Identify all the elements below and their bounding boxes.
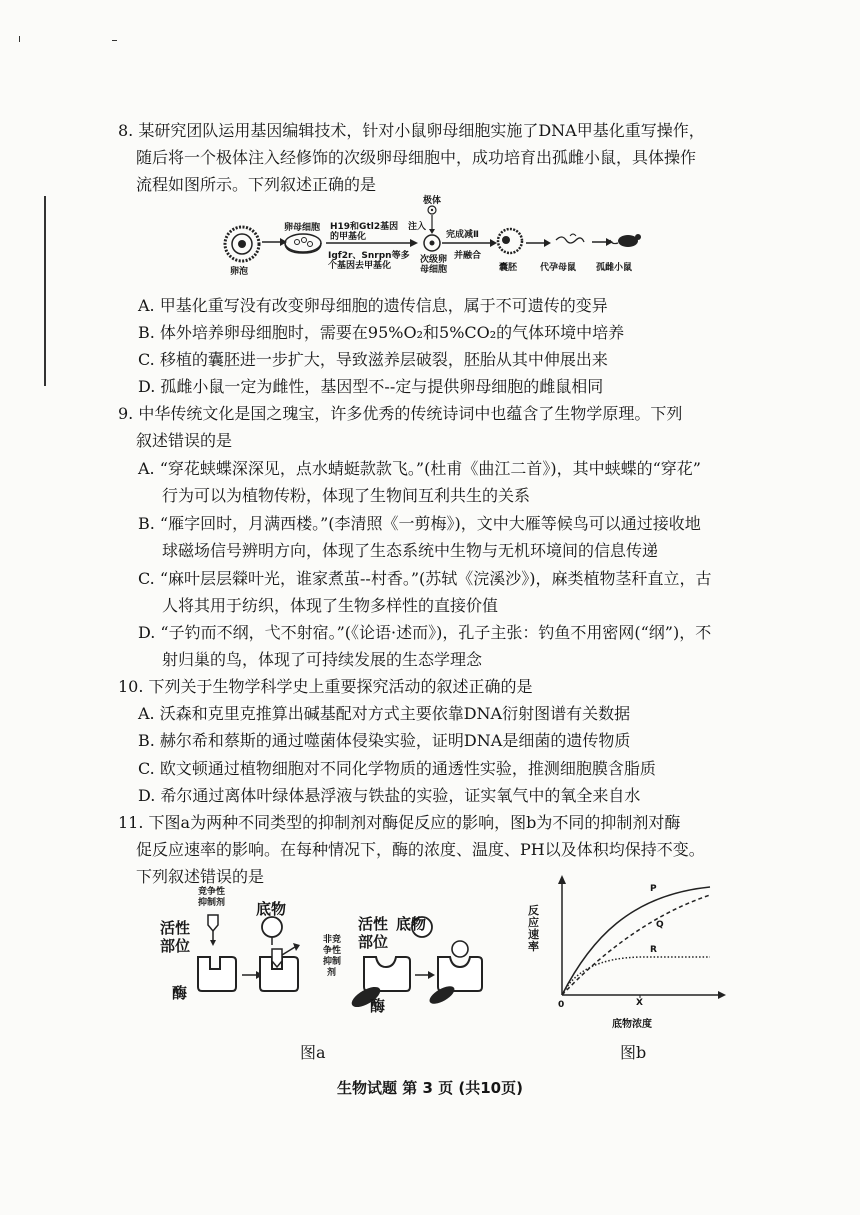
ylabel-3: 速: [528, 928, 539, 941]
curve-q-label: Q: [656, 920, 664, 930]
q9-option-d-cont: 射归巢的鸟，体现了可持续发展的生态学理念: [162, 650, 483, 669]
x-mark-label: X: [636, 998, 643, 1008]
enzyme-2-label: 酶: [370, 997, 386, 1015]
origin-label: 0: [558, 1000, 565, 1010]
q11-line-2: 促反应速率的影响。在每种情况下，酶的浓度、温度、PH以及体积均保持不变。: [136, 840, 705, 859]
q8-line-2: 随后将一个极体注入经修饰的次级卵母细胞中，成功培育出孤雌小鼠，具体操作: [136, 148, 697, 167]
q9-option-c-cont: 人将其用于纺织，体现了生物多样性的直接价值: [162, 596, 499, 615]
scan-mark: [19, 36, 20, 42]
mouse-label: 孤雌小鼠: [596, 263, 633, 273]
q9-option-a-cont: 行为可以为植物传粉，体现了生物间互利共生的关系: [162, 486, 531, 505]
q9-line-2: 叙述错误的是: [136, 431, 233, 450]
competitive-inhibitor-label-2: 抑制剂: [198, 898, 226, 908]
inject-label: 注入: [408, 222, 427, 232]
q8-line-3: 流程如图所示。下列叙述正确的是: [136, 175, 377, 194]
q11-line-3: 下列叙述错误的是: [136, 867, 265, 886]
curve-p-label: P: [650, 884, 657, 894]
scan-mark: [112, 40, 117, 41]
q10-option-a: A. 沃森和克里克推算出碱基配对方式主要依靠DNA衍射图谱有关数据: [138, 704, 631, 723]
active-site-2-label-2: 部位: [358, 933, 389, 951]
q10-option-b: B. 赫尔希和蔡斯的通过噬菌体侵染实验，证明DNA是细菌的遗传物质: [138, 731, 631, 750]
complete-meiosis-label: 完成减Ⅱ: [446, 230, 479, 240]
demethylation-label-2: 个基因去甲基化: [328, 261, 392, 271]
blastocyst-label: 囊胚: [499, 263, 518, 273]
fuse-label: 并融合: [454, 251, 482, 261]
noncompetitive-inhibitor-label-4: 剂: [327, 968, 337, 978]
figure-b-graphic: [520, 870, 740, 1020]
q8-diagram: [200, 196, 720, 291]
q10-line-1: 10. 下列关于生物学科学史上重要探究活动的叙述正确的是: [118, 677, 533, 696]
q10-option-c: C. 欧文顿通过植物细胞对不同化学物质的通透性实验，推测细胞膜含脂质: [138, 759, 656, 778]
ylabel-4: 率: [528, 940, 539, 953]
surrogate-label: 代孕母鼠: [540, 263, 577, 273]
substrate-label: 底物: [256, 900, 287, 918]
figure-a-caption: 图a: [300, 1043, 326, 1062]
polar-body-label: 极体: [423, 196, 442, 206]
figure-a: [160, 885, 500, 1062]
competitive-inhibitor-label: 竞争性: [198, 887, 226, 897]
q8-diagram-graphic: [200, 196, 720, 291]
noncompetitive-inhibitor-label: 非竞: [323, 935, 342, 945]
q8-option-b: B. 体外培养卵母细胞时，需要在95%O₂和5%CO₂的气体环境中培养: [138, 323, 625, 342]
active-site-label-2: 部位: [160, 937, 191, 955]
q8-line-1: 8. 某研究团队运用基因编辑技术，针对小鼠卵母细胞实施了DNA甲基化重写操作，: [118, 121, 705, 140]
noncompetitive-inhibitor-label-2: 争性: [323, 946, 342, 956]
methylation-label: H19和Gtl2基因: [330, 222, 399, 232]
q9-option-c: C. “麻叶层层檾叶光，谁家煮茧--村香。”(苏轼《浣溪沙》)，麻类植物茎秆直立，古: [138, 569, 712, 588]
secondary-oocyte-label-2: 母细胞: [420, 265, 448, 275]
margin-line: [44, 196, 46, 386]
q9-line-1: 9. 中华传统文化是国之瑰宝，许多优秀的传统诗词中也蕴含了生物学原理。下列: [118, 404, 683, 423]
substrate-2-label: 底物: [396, 915, 427, 933]
q8-option-c: C. 移植的囊胚进一步扩大，导致滋养层破裂，胚胎从其中伸展出来: [138, 350, 608, 369]
q9-option-b: B. “雁字回时，月满西楼。”(李清照《一剪梅》)，文中大雁等候鸟可以通过接收地: [138, 514, 701, 533]
enzyme-label: 酶: [172, 984, 188, 1002]
q11-line-1: 11. 下图a为两种不同类型的抑制剂对酶促反应的影响，图b为不同的抑制剂对酶: [118, 813, 681, 832]
ylabel-1: 反: [528, 904, 539, 917]
q10-option-d: D. 希尔通过离体叶绿体悬浮液与铁盐的实验，证实氧气中的氧全来自水: [138, 786, 641, 805]
xlabel: 底物浓度: [612, 1019, 652, 1030]
q8-option-d: D. 孤雌小鼠一定为雌性，基因型不--定与提供卵母细胞的雌鼠相同: [138, 377, 604, 396]
secondary-oocyte-label: 次级卵: [420, 255, 448, 265]
q8-option-a: A. 甲基化重写没有改变卵母细胞的遗传信息，属于不可遗传的变异: [138, 296, 608, 315]
q9-option-a: A. “穿花蛱蝶深深见，点水蜻蜓款款飞。”(杜甫《曲江二首》)，其中蛱蝶的“穿花”: [138, 459, 701, 478]
page-footer: 生物试题 第 3 页 (共10页): [337, 1079, 523, 1097]
demethylation-label: Igf2r、Snrpn等多: [328, 251, 410, 261]
active-site-label: 活性: [160, 919, 191, 937]
follicle-label: 卵泡: [230, 267, 249, 277]
noncompetitive-inhibitor-label-3: 抑制: [323, 957, 342, 967]
ylabel-2: 应: [528, 916, 539, 929]
figure-b-caption: 图b: [620, 1043, 647, 1062]
curve-r-label: R: [650, 945, 657, 955]
oocyte-label: 卵母细胞: [284, 223, 321, 233]
q9-option-d: D. “子钓而不纲，弋不射宿。”(《论语·述而》)，孔子主张：钓鱼不用密网(“纲”)，不: [138, 623, 712, 642]
methylation-label-2: 的甲基化: [330, 232, 367, 242]
figure-b: [520, 870, 740, 1062]
q9-option-b-cont: 球磁场信号辨明方向，体现了生态系统中生物与无机环境间的信息传递: [162, 541, 659, 560]
active-site-2-label: 活性: [358, 915, 389, 933]
